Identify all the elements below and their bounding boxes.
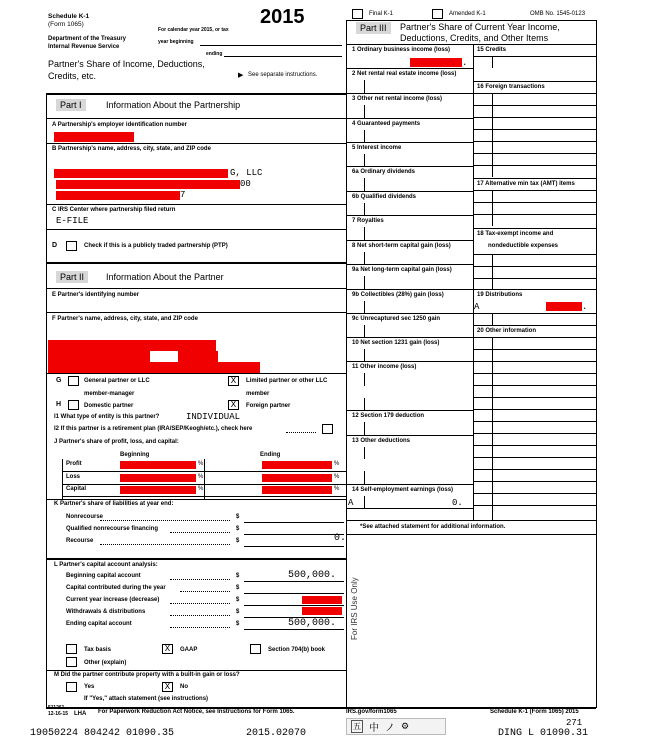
l-dollar: $ (236, 573, 240, 579)
part3-right-rule (473, 289, 596, 290)
left-border (46, 93, 47, 708)
l-row-dots (170, 627, 230, 628)
j-pct-ending: % (334, 474, 340, 480)
a-rule (46, 143, 346, 144)
part3-line-label: 12 Section 179 deduction (352, 413, 425, 419)
grid-divider (492, 165, 493, 177)
arrow-icon: ▶ (238, 72, 244, 79)
part3-right-rule (473, 178, 596, 179)
k-dollar: $ (236, 538, 240, 544)
footer-code: 511261 (48, 705, 65, 711)
grid-divider (492, 445, 493, 457)
part3-line-rule (346, 289, 473, 290)
j-row-rule (204, 471, 346, 472)
part3-line-rule (346, 313, 473, 314)
redaction-current-year (302, 596, 342, 604)
l-dollar: $ (236, 621, 240, 627)
limited-partner-checkbox[interactable]: X (228, 376, 239, 386)
grid-divider (492, 214, 493, 226)
grid-divider-left (364, 130, 365, 142)
k-row-label: Nonrecourse (66, 514, 104, 520)
general-partner-checkbox[interactable] (68, 376, 79, 386)
grid-divider-left (364, 276, 365, 289)
redaction-partner-addr3 (48, 362, 260, 373)
j-row-rule (204, 484, 346, 485)
ending-field (224, 56, 342, 57)
basis-rule (46, 670, 346, 671)
h-opt2: Foreign partner (246, 403, 291, 409)
j-row-rule (62, 471, 204, 472)
grid-divider (492, 505, 493, 520)
grid-divider (492, 56, 493, 68)
grid-divider (492, 433, 493, 445)
attached-note: *See attached statement for additional information. (360, 524, 506, 530)
l-amount-line[interactable] (244, 605, 344, 606)
grid-divider-left (364, 203, 365, 215)
part1-title: Information About the Partnership (106, 100, 241, 110)
line19-period: . (582, 302, 588, 312)
cal-year-text: For calendar year 2015, or tax (158, 27, 229, 33)
grid-divider (492, 493, 493, 505)
grid-divider (492, 202, 493, 214)
center-divider (346, 20, 347, 708)
part3-line-label: 7 Royalties (352, 218, 384, 224)
l-row-label: Capital contributed during the year (66, 585, 166, 591)
c-label: C IRS Center where partnership filed return (52, 207, 176, 213)
grid-divider (492, 469, 493, 481)
page-number: 271 (566, 718, 583, 728)
section-704b-checkbox[interactable] (250, 644, 261, 654)
domestic-partner-checkbox[interactable] (68, 400, 79, 410)
right-border (596, 20, 597, 708)
f-rule (46, 373, 346, 374)
j-row-label: Profit (66, 461, 82, 467)
redaction-j-beginning (120, 474, 196, 482)
tax-basis-checkbox[interactable] (66, 644, 77, 654)
b-line1-suffix: G, LLC (230, 168, 263, 178)
part3-right-label: nondeductible expenses (488, 243, 559, 249)
grid-divider (492, 105, 493, 117)
grid-divider (492, 385, 493, 397)
part3-line-rule (346, 435, 473, 436)
line1-period: . (462, 58, 468, 68)
grid-divider (492, 361, 493, 373)
part3-line-label: 9b Collectibles (28%) gain (loss) (352, 292, 444, 298)
omb-number: OMB No. 1545-0123 (530, 11, 586, 17)
l-row-label: Ending capital account (66, 621, 132, 627)
part3-line-label: 11 Other income (loss) (352, 364, 417, 370)
part3-line-rule (346, 240, 473, 241)
j-divider (204, 459, 205, 499)
part2-title: Information About the Partner (106, 272, 224, 282)
redaction-j-beginning (120, 486, 196, 494)
grid-divider-left (364, 349, 365, 361)
bottom-id-right: DING L 01090.31 (498, 728, 589, 737)
part3-line-rule (346, 508, 473, 509)
part3-line-label: 6a Ordinary dividends (352, 169, 416, 175)
other-basis-checkbox[interactable] (66, 657, 77, 667)
j-row-rule (62, 496, 204, 497)
bottom-id-mid: 2015.02070 (246, 728, 307, 737)
l-row-label: Current year increase (decrease) (66, 597, 160, 603)
grid-divider-left (364, 398, 365, 410)
l-row-dots (180, 591, 230, 592)
grid-divider-left (364, 227, 365, 240)
part3-line-rule (346, 337, 473, 338)
grid-divider (492, 141, 493, 153)
basis-tax-label: Tax basis (84, 647, 111, 653)
grid-divider (492, 457, 493, 469)
header-bottom-rule (46, 93, 346, 95)
g-letter: G (56, 377, 62, 384)
i2-label: I2 If this partner is a retirement plan (IRA/SEP/Keogh/etc.), check here (54, 426, 253, 432)
j-pct-beginning: % (198, 486, 204, 492)
part3-line-rule (346, 142, 473, 143)
grid-divider (492, 153, 493, 165)
c-rule (46, 229, 346, 230)
l-amount-line[interactable] (244, 629, 344, 630)
redaction-j-ending (262, 474, 332, 482)
k-dollar: $ (236, 526, 240, 532)
l-row-dots (170, 579, 230, 580)
amended-k1-label: Amended K-1 (449, 11, 486, 17)
footer-date: 12-16-15 (48, 711, 69, 717)
part3-right-rule (473, 81, 596, 82)
redaction-partner-addr2 (178, 351, 218, 362)
g-opt1b: member-manager (84, 391, 135, 397)
a-label: A Partnership's employer identification number (52, 122, 187, 128)
part3-line-label: 4 Guaranteed payments (352, 121, 421, 127)
part3-right-label: 20 Other information (477, 328, 537, 334)
g-opt2: Limited partner or other LLC (246, 378, 328, 384)
grid-divider (492, 190, 493, 202)
k-row-dots (100, 520, 230, 521)
k-row-label: Qualified nonrecourse financing (66, 526, 159, 532)
foreign-partner-checkbox[interactable]: X (228, 400, 239, 410)
grid-divider-left (364, 105, 365, 118)
redaction-partnership-name (54, 169, 228, 178)
ime-lang-icon[interactable]: 中 (369, 723, 379, 734)
e-rule (46, 312, 346, 313)
part3-right-rule (473, 44, 596, 45)
j-pct-ending: % (334, 486, 340, 492)
grid-divider-left (364, 447, 365, 459)
grid-divider-left (364, 496, 365, 508)
k-amount-line[interactable] (244, 546, 344, 547)
part1-bottom-rule (46, 262, 346, 264)
b-label: B Partnership's name, address, city, state, and ZIP code (52, 146, 211, 152)
grid-divider (492, 93, 493, 105)
redaction-withdrawals (302, 607, 342, 615)
top-rule-right (346, 20, 596, 21)
part3-line-label: 13 Other deductions (352, 438, 411, 444)
l-label: L Partner's capital account analysis: (54, 562, 158, 568)
l-dollar: $ (236, 585, 240, 591)
part3-right-label: 15 Credits (477, 47, 507, 53)
l-row-value: 500,000. (288, 618, 337, 629)
irs-use-only: For IRS Use Only (350, 577, 359, 640)
grid-divider (492, 421, 493, 433)
part3-line-rule (346, 68, 473, 69)
h-opt1: Domestic partner (84, 403, 134, 409)
j-label: J Partner's share of profit, loss, and capital: (54, 439, 179, 445)
j-pct-ending: % (334, 461, 340, 467)
l-row-label: Withdrawals & distributions (66, 609, 146, 615)
part3-line-rule (346, 191, 473, 192)
b-line2-suffix: 00 (240, 179, 251, 189)
g-opt2b: member (246, 391, 270, 397)
grid-divider (492, 117, 493, 129)
part3-right-label: 19 Distributions (477, 292, 523, 298)
i1-value: INDIVIDUAL (186, 412, 241, 422)
grid-divider (492, 337, 493, 349)
redaction-j-beginning (120, 461, 196, 469)
form-ref: (Form 1065) (48, 21, 84, 28)
grid-divider-left (364, 178, 365, 191)
k-dollar: $ (236, 514, 240, 520)
redaction-address2 (56, 191, 180, 200)
j-rule (46, 499, 346, 500)
redaction-j-ending (262, 461, 332, 469)
grid-divider-left (364, 471, 365, 484)
d-label: Check if this is a publicly traded partnership (PTP) (84, 243, 228, 249)
part3-line-rule (346, 118, 473, 119)
part3-line-rule (346, 264, 473, 265)
k-amount-line[interactable] (244, 534, 344, 535)
l-amount-line[interactable] (244, 581, 344, 582)
ime-settings-icon[interactable]: ⚙ (401, 721, 410, 732)
part3-line-rule (346, 93, 473, 94)
l-row-value: 500,000. (288, 570, 337, 581)
line19-code: A (474, 302, 480, 312)
m-no-label: No (180, 684, 188, 690)
see-instructions: See separate instructions. (248, 72, 318, 78)
part3-line-rule (346, 410, 473, 411)
b-rule (46, 204, 346, 205)
redaction-ein (54, 132, 134, 142)
part3-title-2: Deductions, Credits, and Other Items (400, 33, 549, 43)
part3-line-label: 2 Net rental real estate income (loss) (352, 71, 457, 77)
m-label: M Did the partner contribute property with a built-in gain or loss? (54, 672, 240, 678)
k-amount-line[interactable] (244, 522, 344, 523)
j-row-label: Capital (66, 486, 87, 492)
grid-divider (492, 254, 493, 266)
part3-right-rule (473, 228, 596, 229)
grid-divider-left (364, 325, 365, 337)
j-left-border (62, 459, 63, 499)
d-letter: D (52, 242, 58, 249)
redaction-j-ending (262, 486, 332, 494)
amended-k1-checkbox[interactable] (432, 9, 443, 19)
h-letter: H (56, 401, 62, 408)
part3-line-label: 9a Net long-term capital gain (loss) (352, 267, 452, 273)
grid-divider (492, 481, 493, 493)
redaction-line19 (546, 302, 582, 311)
footer-irs-url: IRS.gov/form1065 (346, 709, 397, 715)
grid-divider (492, 349, 493, 361)
part3-line-rule (346, 215, 473, 216)
grid-divider-left (364, 154, 365, 166)
l-dollar: $ (236, 597, 240, 603)
part2-title-rule (46, 288, 346, 289)
redaction-partner-name (48, 340, 216, 351)
ending-label: ending (206, 51, 223, 57)
part3-col-divider (473, 44, 474, 520)
schedule-title: Schedule K-1 (48, 13, 90, 20)
redaction-address1 (56, 180, 240, 189)
ime-mode-icon[interactable]: 五 (353, 722, 361, 731)
l-row-label: Beginning capital account (66, 573, 141, 579)
grid-divider-left (364, 301, 365, 313)
part3-line-rule (346, 484, 473, 485)
attached-rule (346, 520, 596, 521)
k-label: K Partner's share of liabilities at year end: (54, 501, 174, 507)
dept-line1: Department of the Treasury (48, 36, 127, 42)
redaction-line1 (410, 58, 462, 67)
k-row-dots (100, 544, 230, 545)
final-k1-label: Final K-1 (369, 11, 394, 17)
m-note: If "Yes," attach statement (see instructions) (84, 696, 209, 702)
part3-line-label: 9c Unrecaptured sec 1250 gain (352, 316, 441, 322)
part3-line-label: 8 Net short-term capital gain (loss) (352, 243, 451, 249)
grid-divider (492, 313, 493, 325)
grid-divider (492, 129, 493, 141)
gaap-checkbox[interactable]: X (162, 644, 173, 654)
line14-value: 0. (452, 498, 463, 508)
j-beginning: Beginning (120, 452, 150, 458)
share-title-1: Partner's Share of Income, Deductions, (48, 59, 205, 69)
dept-line2: Internal Revenue Service (48, 44, 120, 50)
part3-right-label: 17 Alternative min tax (AMT) items (477, 181, 575, 187)
part3-line-label: 14 Self-employment earnings (loss) (352, 487, 454, 493)
e-label: E Partner's identifying number (52, 292, 140, 298)
ime-toolbar[interactable] (346, 718, 446, 735)
bottom-id-left: 19050224 804242 01090.35 (30, 728, 175, 737)
part1-label: Part I (56, 99, 86, 111)
k-row-dots (170, 532, 230, 533)
footer-notice: For Paperwork Reduction Act Notice, see Instructions for Form 1065. (98, 709, 295, 715)
irs-use-top-rule (346, 534, 596, 535)
redaction-partner-addr1 (48, 351, 150, 362)
part3-line-label: 6b Qualified dividends (352, 194, 417, 200)
part2-label: Part II (56, 271, 88, 283)
part3-right-label: 18 Tax-exempt income and (477, 231, 554, 237)
grid-divider (492, 397, 493, 409)
part3-line-rule (346, 44, 473, 45)
grid-divider-left (364, 373, 365, 386)
i2-dots (286, 432, 316, 433)
grid-divider (492, 278, 493, 289)
l-amount-line[interactable] (244, 593, 344, 594)
part3-line-label: 1 Ordinary business income (loss) (352, 47, 451, 53)
part3-right-rule (473, 325, 596, 326)
footer-lha: LHA (74, 711, 87, 717)
ime-punct-icon[interactable]: ノ (385, 723, 395, 734)
g-opt1: General partner or LLC (84, 378, 150, 384)
c-value: E-FILE (56, 216, 89, 226)
j-row-rule (62, 484, 204, 485)
retirement-plan-checkbox[interactable] (322, 424, 333, 434)
j-row-rule (204, 496, 346, 497)
part3-line-label: 3 Other net rental income (loss) (352, 96, 443, 102)
grid-divider (492, 409, 493, 421)
part1-title-rule (46, 118, 346, 119)
l-dollar: $ (236, 609, 240, 615)
final-k1-checkbox[interactable] (352, 9, 363, 19)
j-pct-beginning: % (198, 474, 204, 480)
part3-line-label: 10 Net section 1231 gain (loss) (352, 340, 440, 346)
line14-code: A (348, 498, 354, 508)
i1-label: I1 What type of entity is this partner? (54, 414, 160, 420)
basis-gaap-label: GAAP (180, 647, 198, 653)
part3-line-label: 5 Interest income (352, 145, 402, 151)
f-label: F Partner's name, address, city, state, and ZIP code (52, 316, 198, 322)
grid-divider-left (364, 422, 365, 435)
j-ending: Ending (260, 452, 281, 458)
basis-704-label: Section 704(b) book (268, 647, 326, 653)
basis-other-label: Other (explain) (84, 660, 127, 666)
part3-title-1: Partner's Share of Current Year Income, (400, 22, 560, 32)
l-row-dots (170, 615, 230, 616)
m-no-checkbox[interactable]: X (162, 682, 173, 692)
share-title-2: Credits, etc. (48, 71, 97, 81)
part3-label: Part III (356, 22, 391, 34)
footer-schedule: Schedule K-1 (Form 1065) 2015 (490, 709, 579, 715)
tax-year: 2015 (260, 6, 305, 28)
grid-divider (492, 266, 493, 278)
year-beginning-label: year beginning (158, 39, 194, 45)
part3-line-rule (346, 361, 473, 362)
part3-right-label: 16 Foreign transactions (477, 84, 545, 90)
grid-divider-left (364, 80, 365, 93)
ptp-checkbox[interactable] (66, 241, 77, 251)
grid-divider (492, 373, 493, 385)
j-pct-beginning: % (198, 461, 204, 467)
grid-divider-left (364, 252, 365, 264)
part3-line-rule (346, 166, 473, 167)
b-line3-suffix: 7 (180, 190, 186, 200)
m-yes-checkbox[interactable] (66, 682, 77, 692)
year-beginning-field (200, 45, 342, 46)
k-recourse-value: 0. (334, 533, 347, 544)
k-row-label: Recourse (66, 538, 94, 544)
m-yes-label: Yes (84, 684, 95, 690)
l-row-dots (170, 603, 230, 604)
k-rule (46, 558, 346, 560)
j-row-label: Loss (66, 474, 81, 480)
